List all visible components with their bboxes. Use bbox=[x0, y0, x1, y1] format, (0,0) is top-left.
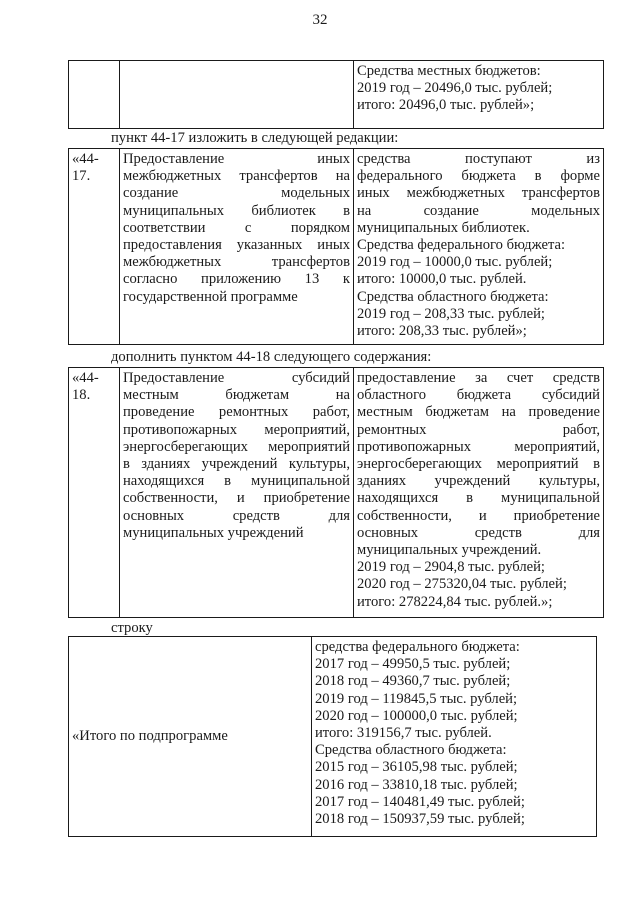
text-line: энергосберегающих мероприятий bbox=[123, 438, 350, 455]
text-line: итого: 208,33 тыс. рублей»; bbox=[357, 323, 527, 340]
text-line: муниципальных библиотек в bbox=[123, 202, 350, 219]
text-line: предоставления указанных иных bbox=[123, 237, 350, 254]
cell-subprogram-funding bbox=[312, 637, 597, 837]
page-number: 32 bbox=[312, 12, 328, 28]
cell-empty-num bbox=[69, 61, 120, 129]
text-line: 2017 год – 49950,5 тыс. рублей; bbox=[315, 656, 511, 673]
text-line: противопожарных мероприятий, bbox=[123, 421, 350, 438]
text-line: на создание модельных bbox=[357, 202, 600, 219]
cell-item-description bbox=[120, 368, 354, 618]
item-number: «44-18. bbox=[72, 370, 99, 404]
text-line: 2019 год – 20496,0 тыс. рублей; bbox=[357, 80, 553, 97]
text-line: 2019 год – 10000,0 тыс. рублей; bbox=[357, 254, 553, 271]
cell-item-funding bbox=[354, 149, 604, 345]
cell-local-budget bbox=[354, 61, 604, 129]
text-line: областного бюджета субсидий bbox=[357, 387, 600, 404]
text-line: средства федерального бюджета: bbox=[315, 639, 520, 655]
text-line: итого: 319156,7 тыс. рублей. bbox=[315, 725, 492, 742]
text-line: 2015 год – 36105,98 тыс. рублей; bbox=[315, 759, 518, 776]
text-line: находящихся в муниципальной bbox=[357, 490, 600, 507]
text-line: проведение ремонтных работ, bbox=[123, 404, 350, 421]
table-item-44-17 bbox=[68, 148, 604, 345]
text-line: создание модельных bbox=[123, 185, 350, 202]
text-line: предоставление за счет средств bbox=[357, 370, 600, 386]
text-line: муниципальных библиотек. bbox=[357, 219, 530, 236]
text-line: 2016 год – 33810,18 тыс. рублей; bbox=[315, 776, 518, 793]
cell-item-number bbox=[69, 149, 120, 345]
text-line: 2019 год – 208,33 тыс. рублей; bbox=[357, 305, 545, 322]
text-line: 2018 год – 150937,59 тыс. рублей; bbox=[315, 811, 525, 828]
text-line: государственной программе bbox=[123, 288, 298, 305]
cell-item-description bbox=[120, 149, 354, 345]
text-line: итого: 10000,0 тыс. рублей. bbox=[357, 271, 527, 288]
cell-item-funding bbox=[354, 368, 604, 618]
instruction-text: строку bbox=[111, 620, 153, 636]
text-line: 2019 год – 119845,5 тыс. рублей; bbox=[315, 690, 518, 707]
text-line: основных средств для bbox=[357, 524, 600, 541]
text-line: межбюджетных трансфертов на bbox=[123, 168, 350, 185]
text-line: итого: 20496,0 тыс. рублей»; bbox=[357, 97, 535, 114]
text-line: муниципальных учреждений bbox=[123, 524, 304, 541]
text-line: Средства областного бюджета: bbox=[315, 742, 507, 759]
text-line: 2020 год – 275320,04 тыс. рублей; bbox=[357, 576, 567, 593]
text-line: ремонтных работ, bbox=[357, 421, 600, 438]
text-line: в зданиях учреждений культуры, bbox=[123, 456, 350, 473]
text-line: муниципальных учреждений. bbox=[357, 542, 542, 559]
text-line: иных межбюджетных трансфертов bbox=[357, 185, 600, 202]
text-line: Предоставление субсидий bbox=[123, 370, 350, 386]
text-line: 2020 год – 100000,0 тыс. рублей; bbox=[315, 707, 518, 724]
text-line: Средства местных бюджетов: bbox=[357, 63, 541, 79]
text-line: итого: 278224,84 тыс. рублей.»; bbox=[357, 593, 553, 610]
text-line: находящихся в муниципальной bbox=[123, 473, 350, 490]
text-line: федерального бюджета в форме bbox=[357, 168, 600, 185]
item-number: «44-17. bbox=[72, 151, 99, 185]
cell-subprogram-title bbox=[69, 637, 312, 837]
text-line: Средства областного бюджета: bbox=[357, 288, 549, 305]
text-line: Предоставление иных bbox=[123, 151, 350, 167]
text-line: собственности, и приобретение bbox=[123, 490, 350, 507]
cell-empty-desc bbox=[120, 61, 354, 129]
text-line: средства поступают из bbox=[357, 151, 600, 167]
text-line: соответствии с порядком bbox=[123, 219, 350, 236]
text-line: основных средств для bbox=[123, 507, 350, 524]
table-item-44-18 bbox=[68, 367, 604, 618]
text-line: 2018 год – 49360,7 тыс. рублей; bbox=[315, 673, 511, 690]
text-line: местным бюджетам на bbox=[123, 387, 350, 404]
text-line: Средства федерального бюджета: bbox=[357, 237, 566, 254]
table-local-budgets bbox=[68, 60, 604, 129]
instruction-text: дополнить пунктом 44-18 следующего содержания: bbox=[111, 349, 432, 365]
table-subprogram-total bbox=[68, 636, 597, 837]
text-line: межбюджетных трансфертов bbox=[123, 254, 350, 271]
text-line: местным бюджетам на проведение bbox=[357, 404, 600, 421]
cell-item-number bbox=[69, 368, 120, 618]
text-line: 2017 год – 140481,49 тыс. рублей; bbox=[315, 793, 525, 810]
text-line: собственности, и приобретение bbox=[357, 507, 600, 524]
text-line: противопожарных мероприятий, bbox=[357, 438, 600, 455]
text-line: зданиях учреждений культуры, bbox=[357, 473, 600, 490]
instruction-text: пункт 44-17 изложить в следующей редакции: bbox=[111, 130, 399, 146]
text-line: 2019 год – 2904,8 тыс. рублей; bbox=[357, 559, 545, 576]
text-line: энергосберегающих мероприятий в bbox=[357, 456, 600, 473]
row-label: «Итого по подпрограмме bbox=[72, 727, 228, 744]
text-line: согласно приложению 13 к bbox=[123, 271, 350, 288]
